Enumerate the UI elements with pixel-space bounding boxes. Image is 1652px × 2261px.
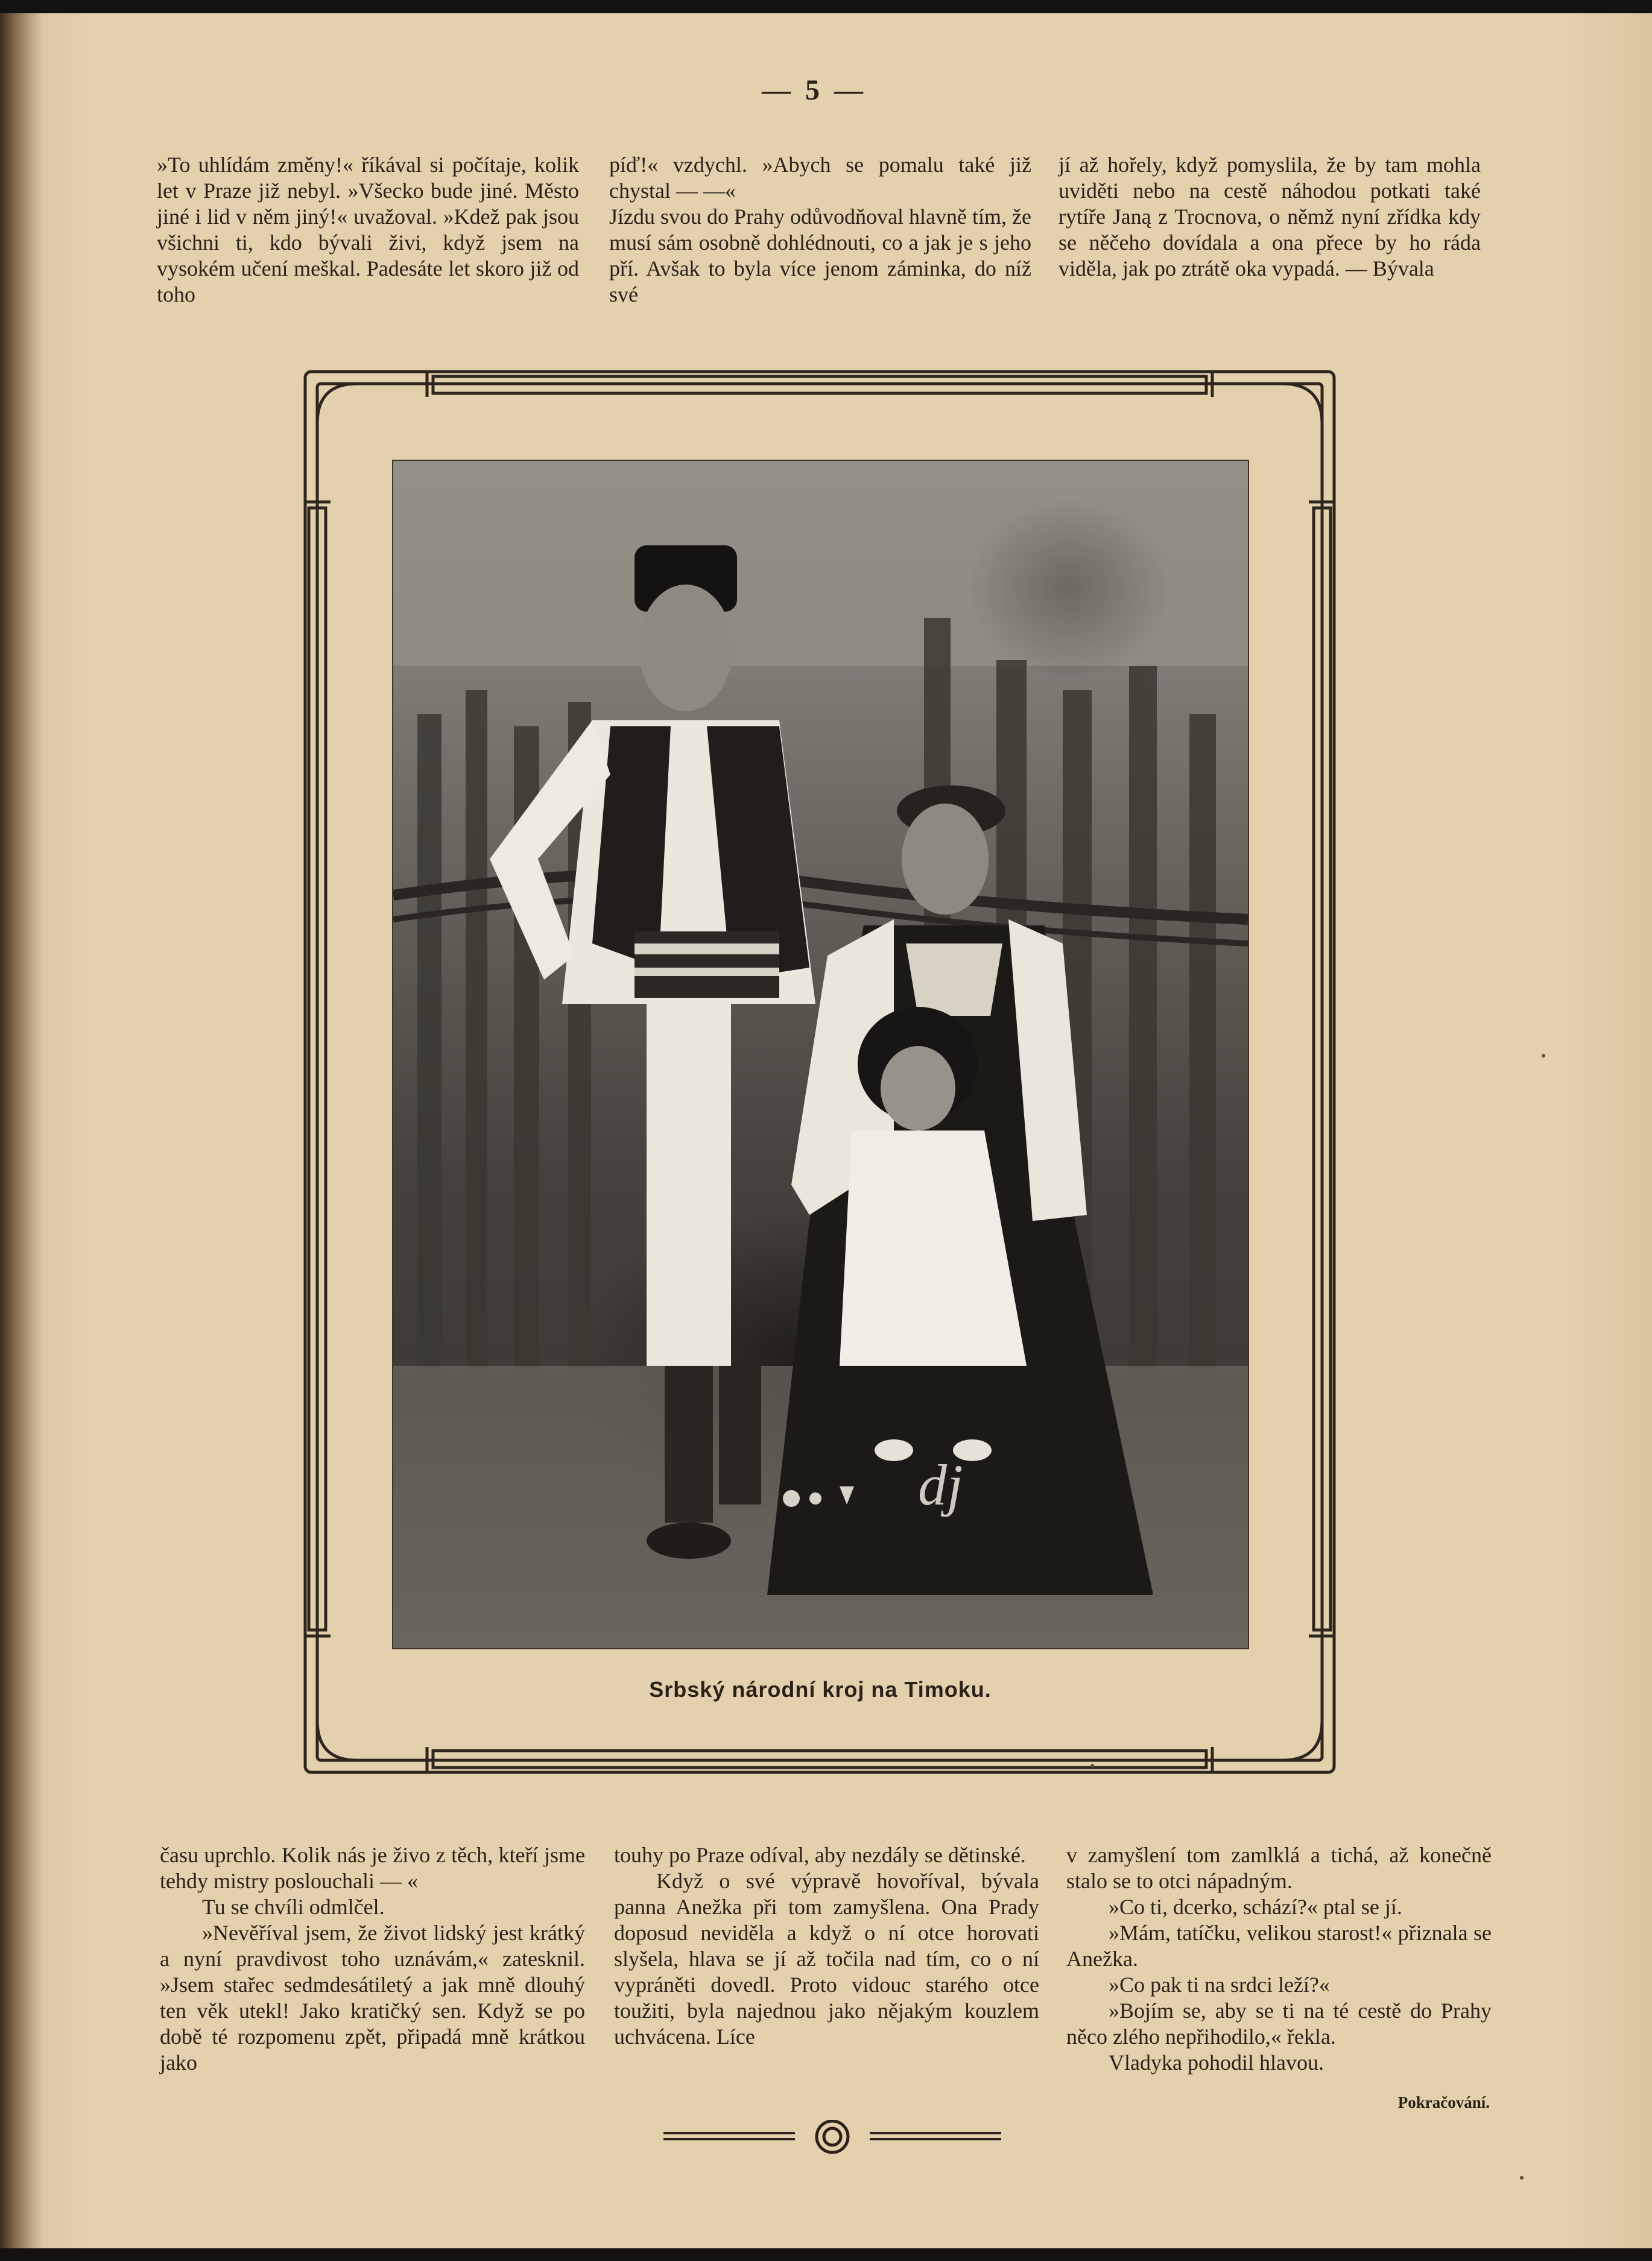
top-column-3: jí až hořely, když pomyslila, že by tam mohla uviděti nebo na cestě náhodou potkati také rytíře Janą z Trocnova, o němž nyní zřídka kdy se něčeho dovídala a ona přece by ho ráda viděla, jak po ztrátě oka vypadá. — Bývala (1059, 153, 1481, 281)
bottom-column-3-para-1: v zamyšlení tom zamlklá a tichá, až konečně stalo se to otci nápadným. (1066, 1843, 1492, 1893)
bottom-column-1-para-1: času uprchlo. Kolik nás je živo z těch, kteří jsme tehdy mistry poslouchali — « (160, 1843, 585, 1893)
bottom-column-3-para-6: Vladyka pohodil hlavou. (1109, 2050, 1324, 2075)
paper-speck (1542, 1054, 1545, 1058)
paper-speck (1520, 2176, 1524, 2180)
bottom-column-3 (1066, 1842, 1492, 2076)
bottom-column-3-para-2: »Co ti, dcerko, schází?« ptal se jí. (1109, 1895, 1402, 1919)
continued-label: Pokračování. (1397, 2093, 1490, 2111)
bottom-column-3-para-5: »Bojím se, aby se ti na té cestě do Prahy něco zlého nepřihodilo,« řekla. (1066, 1999, 1492, 2049)
bottom-column-1-para-2: Tu se chvíli odmlčel. (202, 1895, 385, 1919)
top-column-2 (609, 152, 1031, 308)
magazine-page (0, 13, 1652, 2248)
bottom-column-2-para-1: touhy po Praze odíval, aby nezdály se dětinské. (614, 1843, 1026, 1867)
photo-caption: Srbský národní kroj na Timoku. (649, 1677, 992, 1702)
bottom-column-3-para-3: »Mám, tatíčku, velikou starost!« přiznala se Anežka. (1066, 1921, 1492, 1971)
paper-speck (1090, 1764, 1094, 1768)
photo-illustration (393, 461, 1248, 1648)
apron-monogram: dj (918, 1453, 963, 1517)
bottom-column-1 (160, 1842, 585, 2076)
top-column-1: »To uhlídám změny!« říkával si počítaje, kolik let v Praze již nebyl. »Všecko bude jiné. Město jiné i lid v něm jiný!« uvažoval. »Kdež pak jsou všichni ti, kdo bývali živi, když jsem na vysokém učení meškal. Padesáte let skoro již od toho (157, 153, 579, 306)
page-binding-shadow (0, 13, 42, 2248)
bottom-column-2 (614, 1842, 1039, 2050)
end-ornament-icon (663, 2120, 1001, 2156)
top-column-2-text: píď!« vzdychl. »Abych se pomalu také již chystal — —« Jízdu svou do Prahy odůvodňoval hlavně tím, že musí sám osobně dohlédnouti, co a jak je s jeho pří. Avšak to byla více jenom záminka, do níž své (609, 153, 1031, 306)
bottom-column-3-para-4: »Co pak ti na srdci leží?« (1109, 1973, 1330, 1997)
bottom-column-2-para-2: Když o své výpravě hovoříval, bývala panna Anežka při tom zamyšlena. Ona Prady doposud neviděla a když o ní otce horovati slyšela, hlava se jí až točila nad tím, co o ní vypráněti dovedl. Proto vidouc starého otce toužiti, byla najednou jako nějakým kouzlem uchvácena. Líce (614, 1869, 1039, 2049)
bottom-column-1-para-3: »Nevěříval jsem, že život lidský jest krátký a nyní pravdivost toho uznávám,« zatesknil. »Jsem stařec sedmdesátiletý a jak mně dlouhý ten věk utekl! Jako kratičký sen. Když se po době té rozpomenu zpět, připadá mně krátkou jako (160, 1921, 585, 2075)
photograph-serbian-family (392, 460, 1249, 1649)
page-number: — 5 — (762, 74, 867, 106)
